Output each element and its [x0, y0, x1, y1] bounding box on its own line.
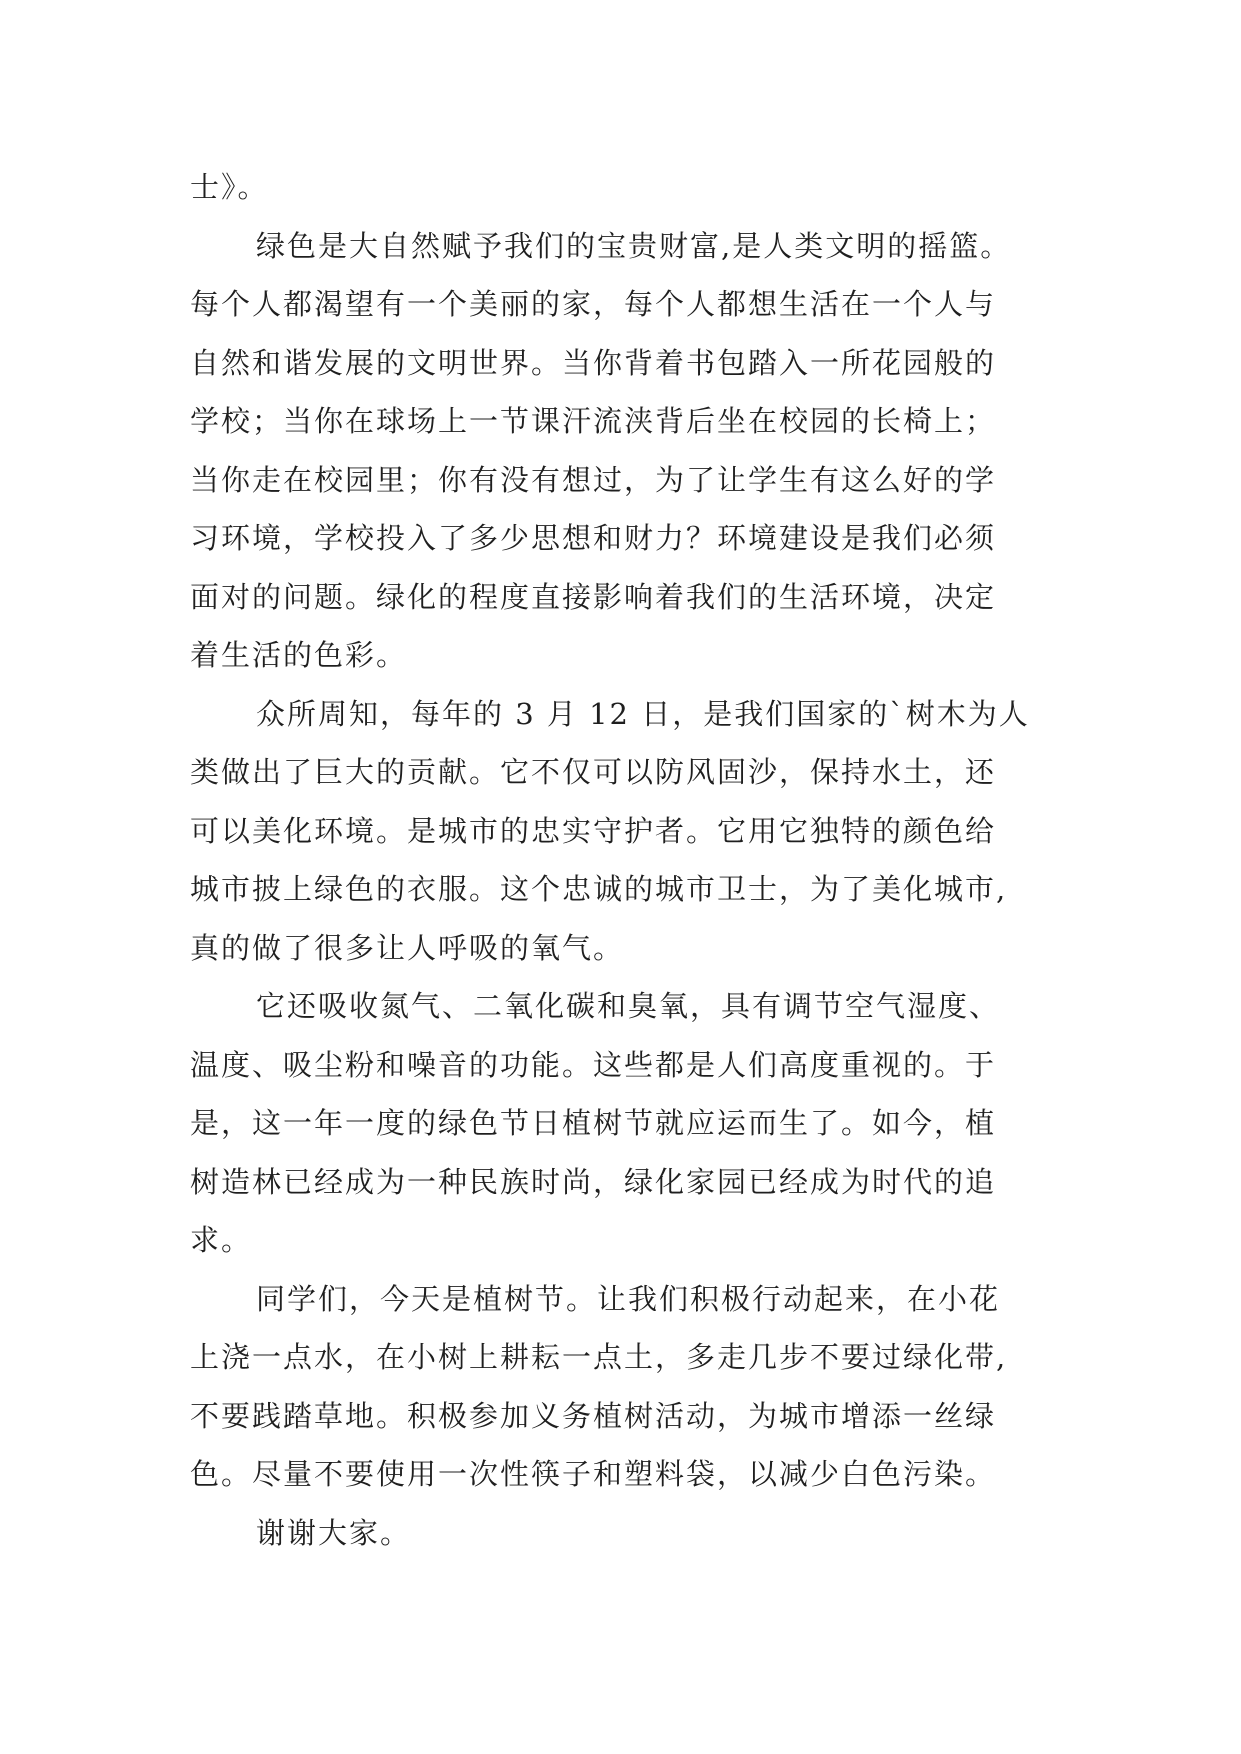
text-line: 它还吸收氮气、二氧化碳和臭氧，具有调节空气湿度、	[256, 989, 1001, 1023]
text-line: 谢谢大家。	[256, 1515, 412, 1550]
text-line: 可以美化环境。是城市的忠实守护者。它用它独特的颜色给	[190, 813, 997, 848]
text-line: 类做出了巨大的贡献。它不仅可以防风固沙，保持水土，还	[190, 755, 997, 789]
text-line: 色。尽量不要使用一次性筷子和塑料袋，以减少白色污染。	[190, 1457, 997, 1491]
text-line: 求。	[190, 1223, 253, 1257]
text-line: 真的做了很多让人呼吸的氧气。	[190, 930, 625, 965]
text-line: 着生活的色彩。	[190, 638, 408, 672]
text-line: 绿色是大自然赋予我们的宝贵财富,是人类文明的摇篮。	[256, 228, 1012, 263]
text-line: 树造林已经成为一种民族时尚，绿化家园已经成为时代的追	[190, 1164, 997, 1199]
text-line: 习环境，学校投入了多少思想和财力？环境建设是我们必须	[190, 521, 997, 555]
text-line: 温度、吸尘粉和噪音的功能。这些都是人们高度重视的。于	[190, 1047, 997, 1082]
text-line: 面对的问题。绿化的程度直接影响着我们的生活环境，决定	[190, 579, 997, 614]
text-line: 当你走在校园里；你有没有想过，为了让学生有这么好的学	[190, 462, 997, 497]
text-line: 自然和谐发展的文明世界。当你背着书包踏入一所花园般的	[190, 345, 997, 380]
text-line: 不要践踏草地。积极参加义务植树活动，为城市增添一丝绿	[190, 1398, 997, 1433]
text-line: 学校；当你在球场上一节课汗流浃背后坐在校园的长椅上；	[190, 404, 997, 438]
text-line: 是，这一年一度的绿色节日植树节就应运而生了。如今，植	[190, 1106, 997, 1140]
text-line: 上浇一点水，在小树上耕耘一点土，多走几步不要过绿化带,	[190, 1340, 1008, 1374]
text-line: 同学们，今天是植树节。让我们积极行动起来，在小花	[256, 1281, 1001, 1316]
text-line: 众所周知，每年的 3 月 12 日，是我们国家的`树木为人	[256, 696, 1030, 731]
body-text	[190, 158, 1070, 1562]
text-line: 每个人都渴望有一个美丽的家，每个人都想生活在一个人与	[190, 287, 997, 321]
text-line: 城市披上绿色的衣服。这个忠诚的城市卫士，为了美化城市,	[190, 872, 1008, 906]
text-line: 士》。	[190, 170, 269, 204]
